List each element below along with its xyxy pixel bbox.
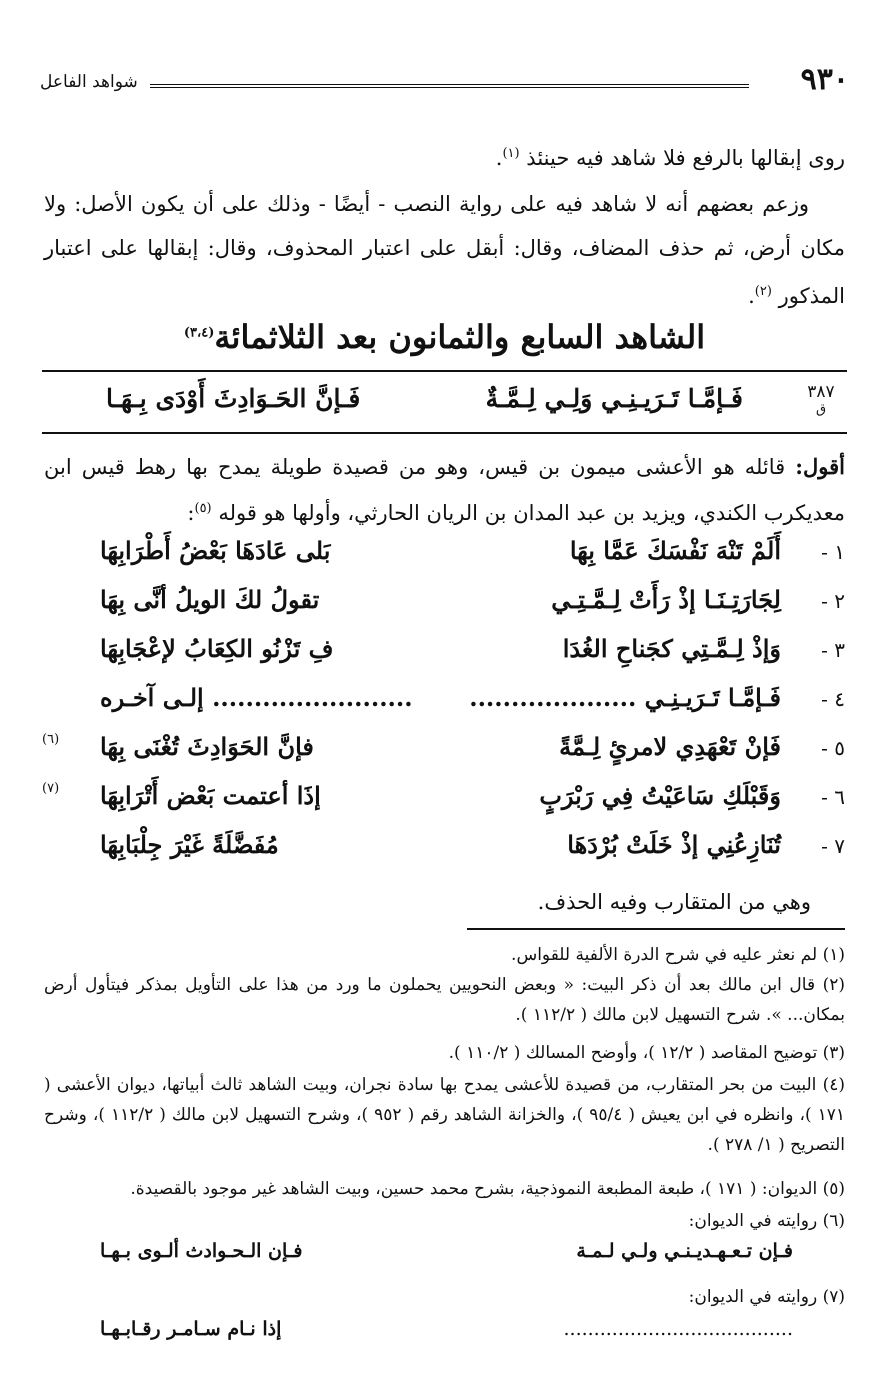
poem-line-number: ١ - (821, 540, 845, 564)
footnote-3: (٣) توضيح المقاصد ( ١٢/٢ )، وأوضح المسالك ( ١١٠/٢ ). (448, 1043, 845, 1063)
section-title-footnote: (٣،٤) (183, 325, 215, 341)
poem-hemistich-1: أَلَمْ تَنْهَ نَفْسَكَ عَمَّا بِهَا (569, 536, 781, 565)
intro-text-1: روى إبقالها بالرفع فلا شاهد فيه حينئذ (526, 146, 845, 170)
poem-hemistich-2: بَلى عَادَهَا بَعْضُ أَطْرَابِهَا (100, 536, 331, 565)
footnote-7-label: (٧) روايته في الديوان: (688, 1287, 845, 1307)
verse-box (42, 370, 847, 434)
poem-line-number: ٥ - (821, 736, 845, 760)
poem-hemistich-2: ........................ إلـى آخـره (100, 683, 413, 712)
poem-hemistich-1: وَإذْ لِـمَّـتِي كجَناحِ الغُدَا (562, 634, 781, 663)
footnote-7 (44, 1282, 845, 1312)
poem-hemistich-2: فإنَّ الحَوَادِثَ تُغْنَى بِهَا (100, 732, 314, 761)
running-title: شواهد الفاعل (40, 72, 138, 92)
footnote-6-hemistich-1: فـإن تـعـهـديـنـي ولـي لـمـة (576, 1240, 793, 1262)
poem-line-number: ٣ - (821, 638, 845, 662)
poem-footnote-ref: (٦) (42, 732, 60, 747)
poem-line (42, 781, 845, 827)
poem-line (90, 683, 845, 729)
poem-line-number: ٦ - (821, 785, 845, 809)
poem-footnote-ref: (٧) (42, 781, 60, 796)
poem-hemistich-1: وَقَبْلَكِ سَاعَيْتُ فِي رَبْرَبٍ (539, 781, 781, 810)
footnote-1: (١) لم نعثر عليه في شرح الدرة الألفية للقواس. (511, 945, 845, 965)
poem-hemistich-2: إذَا أعتمت بَعْض أَتْرَابِهَا (100, 781, 321, 810)
meter-note-text: وهي من المتقارب وفيه الحذف. (537, 890, 811, 914)
poem-hemistich-1: فَـإمَّـا تَـرَيـنِـي .................... (469, 683, 781, 712)
verse-hemistich-1: فَـإمَّـا تَـرَيـنِـي وَلِـي لِـمَّـةٌ (485, 384, 743, 413)
footnote-6-hemistich-2: فـإن الـحـوادث ألـوى بـهـا (100, 1240, 303, 1262)
poem-hemistich-1: تُنَازِعُنِي إذْ خَلَتْ بُرْدَهَا (567, 830, 781, 859)
footnote-6-label: (٦) روايته في الديوان: (688, 1211, 845, 1231)
poem-hemistich-2: تقولُ لكَ الويلُ أنَّى بِهَا (100, 585, 320, 614)
verse-hemistich-2: فَـإنَّ الحَـوَادِثَ أَوْدَى بِـهَـا (106, 384, 361, 413)
section-heading (44, 318, 845, 356)
intro-text-2: وزعم بعضهم أنه لا شاهد فيه على رواية النصب - أيضًا - وذلك على أن يكون الأصل: ولا مكان أرض، ثم حذف المضاف، وقال: أبقل على اعتبار المحذوف، وقال: إبقالها على اعتبار المذكور (44, 192, 845, 308)
commentary-label: أقول: (795, 454, 845, 479)
meter-note (538, 880, 811, 924)
page-header (40, 62, 849, 98)
poem-hemistich-2: مُفَضَّلَةً غَيْرَ جِلْبَابِهَا (100, 830, 279, 859)
poem-hemistich-1: لِجَارَتِـنَـا إذْ رَأَتْ لِـمَّـتِـي (551, 585, 781, 614)
footnote-4: (٤) البيت من بحر المتقارب، من قصيدة للأعشى يمدح بها سادة نجران، وبيت الشاهد ثالث أبياتها، ديوان الأعشى ( ١٧١ )، وانظره في ابن يعيش ( ٩٥/٤ )، والخزانة الشاهد رقم ( ٩٥٢ )، وشرح التسهيل لابن مالك ( ١١٢/٢ )، وشرح التصريح ( ١/ ٢٧٨ ). (44, 1075, 845, 1155)
verse-number-value: ٣٨٧ (807, 382, 835, 402)
poem-line-number: ٤ - (821, 687, 845, 711)
verse-number (799, 382, 843, 417)
poem-line (90, 634, 845, 680)
footnote-7-hemistich-2: إذا نـام سـامـر رقـابـهـا (100, 1318, 282, 1340)
commentary (44, 446, 845, 534)
poem-line-number: ٧ - (821, 834, 845, 858)
poem-hemistich-2: فِ تَزْنُو الكِعَابُ لإعْجَابِهَا (100, 634, 334, 663)
commentary-tail: : (187, 501, 195, 525)
poem-hemistich-1: فَإنْ تَعْهَدِي لامرئٍ لِـمَّةً (559, 732, 781, 761)
poem-line-number: ٢ - (821, 589, 845, 613)
intro-paragraph-2: وزعم بعضهم أنه لا شاهد فيه على رواية النصب - أيضًا - وذلك على أن يكون الأصل: ولا مكان أرض، ثم حذف المضاف، وقال: أبقل على اعتبار المحذوف، وقال: إبقالها على اعتبار المذكور $^{(٢)}$. (44, 192, 845, 308)
commentary-text: قائله هو الأعشى ميمون بن قيس، وهو من قصيدة طويلة يمدح بها رهط قيس ابن معديكرب الكندي، ويزيد بن عبد المدان بن الريان الحارثي، وأولها هو قوله (44, 455, 845, 525)
footnote-ref-1: (١) (502, 146, 520, 161)
footnote-ref-5: (٥) (194, 501, 212, 516)
footnote-ref-2: (٢) (754, 284, 772, 299)
intro-paragraph-1: روى إبقالها بالرفع فلا شاهد فيه حينئذ $^{(١)}$. (495, 146, 845, 170)
footnote-6 (44, 1206, 845, 1236)
footnote-5: (٥) الديوان: ( ١٧١ )، طبعة المطبعة النموذجية، بشرح محمد حسين، وبيت الشاهد غير موجود بالقصيدة. (130, 1179, 845, 1199)
poem-line (90, 585, 845, 631)
verse-mark: ق (815, 402, 827, 417)
footnote-7-hemistich-1: ...................................... (563, 1318, 793, 1340)
poem-line (90, 536, 845, 582)
poem-line (42, 732, 845, 778)
footnote-2: (٢) قال ابن مالك بعد أن ذكر البيت: « وبعض النحويين يحملون ما ورد من هذا على التأويل بمذكر فيتأول أرض بمكان... ». شرح التسهيل لابن مالك ( ١١٢/٢ ). (44, 975, 845, 1025)
page-number: ٩٣٠ (800, 62, 849, 97)
header-rule (150, 84, 749, 88)
poem-line (90, 830, 845, 876)
footnote-separator (467, 928, 845, 930)
section-title: الشاهد السابع والثمانون بعد الثلاثمائة (214, 318, 706, 356)
